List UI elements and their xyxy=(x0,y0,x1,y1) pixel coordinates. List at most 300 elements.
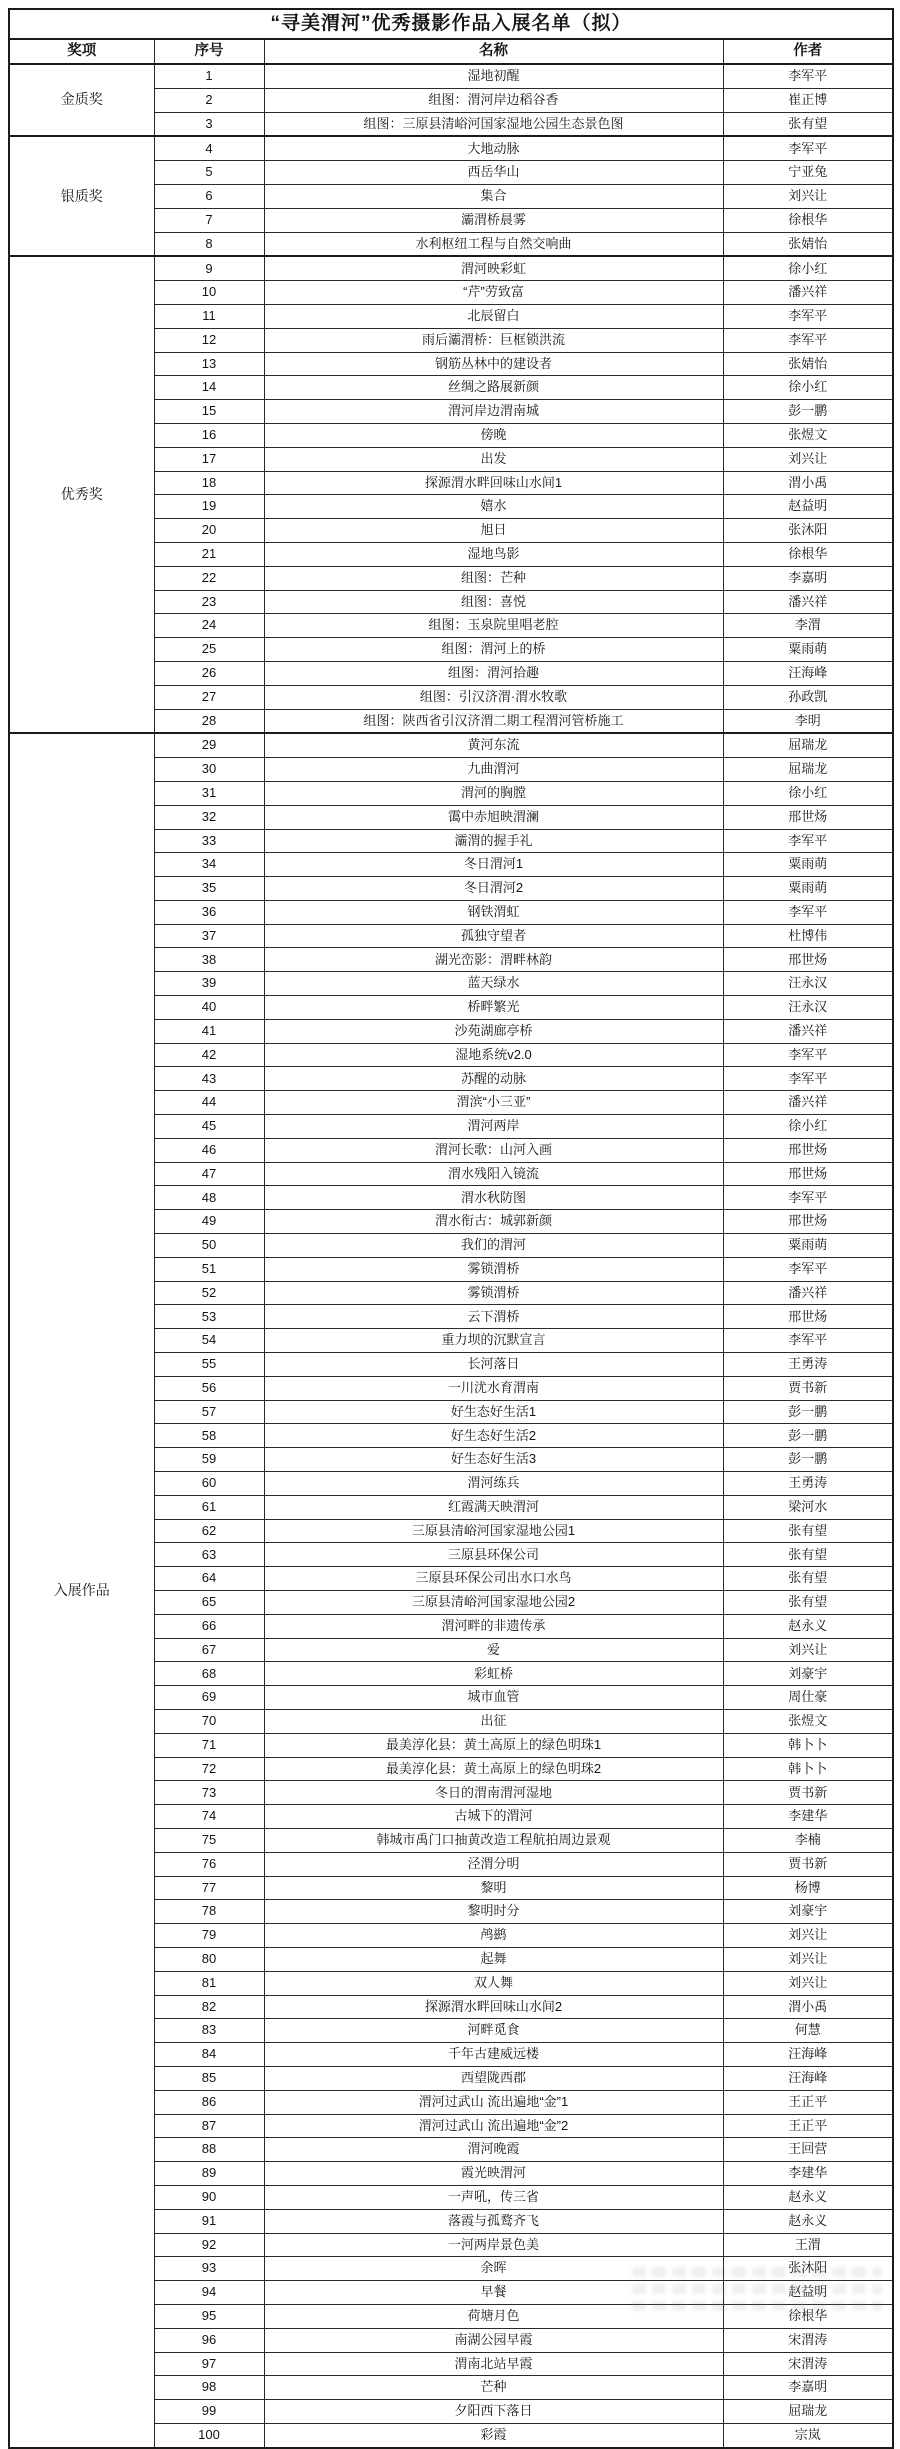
entry-no: 76 xyxy=(154,1852,264,1876)
entry-name: 荷塘月色 xyxy=(264,2304,723,2328)
entry-author: 李楠 xyxy=(723,1828,893,1852)
entry-no: 48 xyxy=(154,1186,264,1210)
entry-author: 宋渭涛 xyxy=(723,2352,893,2376)
entry-author: 张婧怡 xyxy=(723,352,893,376)
entry-name: 旭日 xyxy=(264,519,723,543)
entry-no: 91 xyxy=(154,2209,264,2233)
entry-name: 长河落日 xyxy=(264,1353,723,1377)
entry-author: 渭小禹 xyxy=(723,1995,893,2019)
entry-author: 粟雨萌 xyxy=(723,853,893,877)
entry-author: 王渭 xyxy=(723,2233,893,2257)
entry-author: 贾书新 xyxy=(723,1376,893,1400)
entry-no: 56 xyxy=(154,1376,264,1400)
entry-name: 桥畔繁光 xyxy=(264,996,723,1020)
entry-author: 渭小禹 xyxy=(723,471,893,495)
entry-name: 渭河两岸 xyxy=(264,1115,723,1139)
entry-name: 湿地初醒 xyxy=(264,64,723,88)
entry-author: 张有望 xyxy=(723,1591,893,1615)
entry-author: 贾书新 xyxy=(723,1781,893,1805)
entry-name: 灞渭桥晨雾 xyxy=(264,208,723,232)
entry-no: 67 xyxy=(154,1638,264,1662)
entry-author: 李军平 xyxy=(723,900,893,924)
entry-author: 邢世炀 xyxy=(723,805,893,829)
entry-author: 汪海峰 xyxy=(723,2066,893,2090)
entry-name: 渭水残阳入镜流 xyxy=(264,1162,723,1186)
entry-no: 68 xyxy=(154,1662,264,1686)
entry-author: 潘兴祥 xyxy=(723,1019,893,1043)
entry-author: 屈瑞龙 xyxy=(723,2400,893,2424)
entry-no: 35 xyxy=(154,877,264,901)
entry-name: 西望陇西郡 xyxy=(264,2066,723,2090)
entry-name: “芹”劳致富 xyxy=(264,281,723,305)
entry-author: 梁河水 xyxy=(723,1495,893,1519)
entry-name: 红霞满天映渭河 xyxy=(264,1495,723,1519)
entry-no: 7 xyxy=(154,208,264,232)
entry-name: 河畔觅食 xyxy=(264,2019,723,2043)
entry-no: 30 xyxy=(154,758,264,782)
entry-author: 李明 xyxy=(723,709,893,733)
page-title: “寻美渭河”优秀摄影作品入展名单（拟） xyxy=(9,9,893,39)
entry-no: 75 xyxy=(154,1828,264,1852)
entry-author: 张有望 xyxy=(723,1543,893,1567)
entry-author: 杜博伟 xyxy=(723,924,893,948)
entry-name: 一河两岸景色美 xyxy=(264,2233,723,2257)
entry-name: 孤独守望者 xyxy=(264,924,723,948)
entry-no: 18 xyxy=(154,471,264,495)
entry-author: 赵永义 xyxy=(723,2185,893,2209)
entry-author: 彭一鹏 xyxy=(723,1424,893,1448)
entry-name: 渭河的胸膛 xyxy=(264,781,723,805)
entry-name: 千年古建威远楼 xyxy=(264,2043,723,2067)
entry-name: 钢筋丛林中的建设者 xyxy=(264,352,723,376)
entry-no: 93 xyxy=(154,2257,264,2281)
entry-name: 蓝天绿水 xyxy=(264,972,723,996)
entry-name: 双人舞 xyxy=(264,1971,723,1995)
entry-name: 探源渭水畔回味山水间1 xyxy=(264,471,723,495)
entry-no: 16 xyxy=(154,423,264,447)
column-header-no: 序号 xyxy=(154,39,264,64)
entry-no: 78 xyxy=(154,1900,264,1924)
entry-no: 96 xyxy=(154,2328,264,2352)
entry-name: 组图：渭河上的桥 xyxy=(264,638,723,662)
entry-no: 63 xyxy=(154,1543,264,1567)
entry-no: 94 xyxy=(154,2281,264,2305)
entry-no: 60 xyxy=(154,1472,264,1496)
entry-no: 86 xyxy=(154,2090,264,2114)
entry-name: 夕阳西下落日 xyxy=(264,2400,723,2424)
entry-no: 64 xyxy=(154,1567,264,1591)
entry-no: 29 xyxy=(154,733,264,757)
entry-name: 黎明时分 xyxy=(264,1900,723,1924)
entry-author: 徐根华 xyxy=(723,542,893,566)
entry-name: 湖光峦影：渭畔林韵 xyxy=(264,948,723,972)
entry-name: 黄河东流 xyxy=(264,733,723,757)
entry-author: 李嘉明 xyxy=(723,2376,893,2400)
entry-author: 彭一鹏 xyxy=(723,1448,893,1472)
entry-name: 黎明 xyxy=(264,1876,723,1900)
entry-author: 汪永汉 xyxy=(723,996,893,1020)
entry-name: 组图：渭河岸边稻谷香 xyxy=(264,88,723,112)
entry-author: 邢世炀 xyxy=(723,1305,893,1329)
entry-no: 84 xyxy=(154,2043,264,2067)
entry-name: 渭河映彩虹 xyxy=(264,256,723,280)
entry-no: 34 xyxy=(154,853,264,877)
header-row xyxy=(9,39,893,64)
entry-no: 62 xyxy=(154,1519,264,1543)
entry-no: 8 xyxy=(154,232,264,256)
entry-no: 98 xyxy=(154,2376,264,2400)
entry-author: 刘兴让 xyxy=(723,1947,893,1971)
entry-author: 宗岚 xyxy=(723,2423,893,2447)
entry-name: 霭中赤旭映渭澜 xyxy=(264,805,723,829)
entry-author: 李军平 xyxy=(723,1043,893,1067)
entry-author: 徐小红 xyxy=(723,781,893,805)
entry-no: 100 xyxy=(154,2423,264,2447)
entry-author: 杨博 xyxy=(723,1876,893,1900)
awards-table xyxy=(8,8,894,2449)
entry-author: 潘兴祥 xyxy=(723,281,893,305)
entry-name: 渭河过武山 流出遍地“金”1 xyxy=(264,2090,723,2114)
entry-no: 81 xyxy=(154,1971,264,1995)
entry-name: 爱 xyxy=(264,1638,723,1662)
entry-no: 6 xyxy=(154,184,264,208)
entry-no: 23 xyxy=(154,590,264,614)
table-row xyxy=(9,256,893,280)
entry-author: 李军平 xyxy=(723,1257,893,1281)
entry-author: 李军平 xyxy=(723,829,893,853)
entry-author: 张婧怡 xyxy=(723,232,893,256)
entry-name: 芒种 xyxy=(264,2376,723,2400)
entry-no: 82 xyxy=(154,1995,264,2019)
entry-no: 15 xyxy=(154,400,264,424)
entry-name: 沙苑湖廊亭桥 xyxy=(264,1019,723,1043)
entry-name: 苏醒的动脉 xyxy=(264,1067,723,1091)
entry-author: 徐小红 xyxy=(723,376,893,400)
entry-no: 61 xyxy=(154,1495,264,1519)
entry-no: 36 xyxy=(154,900,264,924)
entry-name: 九曲渭河 xyxy=(264,758,723,782)
entry-name: 组图：芒种 xyxy=(264,566,723,590)
entry-no: 37 xyxy=(154,924,264,948)
entry-name: 组图：三原县清峪河国家湿地公园生态景色图 xyxy=(264,112,723,136)
entry-no: 59 xyxy=(154,1448,264,1472)
entry-name: 渭南北站早霞 xyxy=(264,2352,723,2376)
entry-author: 韩卜卜 xyxy=(723,1733,893,1757)
entry-name: 三原县环保公司出水口水鸟 xyxy=(264,1567,723,1591)
entry-name: 探源渭水畔回味山水间2 xyxy=(264,1995,723,2019)
entry-author: 李渭 xyxy=(723,614,893,638)
entry-name: 渭水衔古：城郭新颜 xyxy=(264,1210,723,1234)
entry-author: 粟雨萌 xyxy=(723,638,893,662)
entry-author: 彭一鹏 xyxy=(723,1400,893,1424)
entry-no: 38 xyxy=(154,948,264,972)
entry-name: 雾锁渭桥 xyxy=(264,1281,723,1305)
entry-no: 49 xyxy=(154,1210,264,1234)
entry-author: 汪海峰 xyxy=(723,2043,893,2067)
entry-no: 54 xyxy=(154,1329,264,1353)
entry-no: 10 xyxy=(154,281,264,305)
entry-author: 徐小红 xyxy=(723,1115,893,1139)
table-row xyxy=(9,733,893,757)
entry-name: 一声吼，传三省 xyxy=(264,2185,723,2209)
entry-author: 赵永义 xyxy=(723,2209,893,2233)
entry-name: 组图：引汉济渭·渭水牧歌 xyxy=(264,685,723,709)
entry-no: 32 xyxy=(154,805,264,829)
entry-no: 65 xyxy=(154,1591,264,1615)
title-row xyxy=(9,9,893,39)
entry-no: 58 xyxy=(154,1424,264,1448)
entry-no: 17 xyxy=(154,447,264,471)
award-label: 优秀奖 xyxy=(9,256,154,733)
entry-no: 19 xyxy=(154,495,264,519)
entry-no: 26 xyxy=(154,661,264,685)
entry-author: 韩卜卜 xyxy=(723,1757,893,1781)
award-label: 金质奖 xyxy=(9,64,154,136)
entry-name: 渭滨“小三亚” xyxy=(264,1091,723,1115)
entry-no: 50 xyxy=(154,1234,264,1258)
entry-author: 李军平 xyxy=(723,136,893,160)
entry-no: 9 xyxy=(154,256,264,280)
entry-name: 冬日渭河1 xyxy=(264,853,723,877)
entry-name: 霞光映渭河 xyxy=(264,2162,723,2186)
entry-author: 赵益明 xyxy=(723,2281,893,2305)
entry-no: 33 xyxy=(154,829,264,853)
entry-author: 张沐阳 xyxy=(723,519,893,543)
entry-author: 李嘉明 xyxy=(723,566,893,590)
entry-name: 出发 xyxy=(264,447,723,471)
entry-no: 25 xyxy=(154,638,264,662)
entry-name: 云下渭桥 xyxy=(264,1305,723,1329)
entry-name: 渭河畔的非遗传承 xyxy=(264,1614,723,1638)
entry-author: 潘兴祥 xyxy=(723,1091,893,1115)
entry-no: 72 xyxy=(154,1757,264,1781)
entry-name: 冬日渭河2 xyxy=(264,877,723,901)
table-row xyxy=(9,64,893,88)
entry-no: 51 xyxy=(154,1257,264,1281)
entry-name: 古城下的渭河 xyxy=(264,1805,723,1829)
entry-author: 汪海峰 xyxy=(723,661,893,685)
entry-author: 孙政凯 xyxy=(723,685,893,709)
entry-no: 55 xyxy=(154,1353,264,1377)
entry-author: 汪永汉 xyxy=(723,972,893,996)
entry-no: 83 xyxy=(154,2019,264,2043)
entry-no: 99 xyxy=(154,2400,264,2424)
entry-name: 出征 xyxy=(264,1709,723,1733)
entry-no: 20 xyxy=(154,519,264,543)
entry-no: 89 xyxy=(154,2162,264,2186)
entry-author: 粟雨萌 xyxy=(723,877,893,901)
entry-no: 69 xyxy=(154,1686,264,1710)
entry-name: 三原县清峪河国家湿地公园1 xyxy=(264,1519,723,1543)
entry-author: 王正平 xyxy=(723,2090,893,2114)
entry-name: 渭河过武山 流出遍地“金”2 xyxy=(264,2114,723,2138)
entry-author: 徐小红 xyxy=(723,256,893,280)
entry-name: 大地动脉 xyxy=(264,136,723,160)
entry-author: 邢世炀 xyxy=(723,1162,893,1186)
entry-no: 1 xyxy=(154,64,264,88)
column-header-award: 奖项 xyxy=(9,39,154,64)
column-header-author: 作者 xyxy=(723,39,893,64)
entry-name: 集合 xyxy=(264,184,723,208)
entry-no: 95 xyxy=(154,2304,264,2328)
award-label: 银质奖 xyxy=(9,136,154,256)
entry-name: 重力坝的沉默宣言 xyxy=(264,1329,723,1353)
entry-no: 90 xyxy=(154,2185,264,2209)
entry-author: 王勇涛 xyxy=(723,1472,893,1496)
entry-author: 刘兴让 xyxy=(723,1638,893,1662)
entry-no: 79 xyxy=(154,1924,264,1948)
entry-author: 周仕豪 xyxy=(723,1686,893,1710)
entry-name: 傍晚 xyxy=(264,423,723,447)
entry-author: 李军平 xyxy=(723,1329,893,1353)
entry-author: 何慧 xyxy=(723,2019,893,2043)
column-header-name: 名称 xyxy=(264,39,723,64)
entry-name: 我们的渭河 xyxy=(264,1234,723,1258)
award-label: 入展作品 xyxy=(9,733,154,2447)
entry-name: 组图：喜悦 xyxy=(264,590,723,614)
entry-no: 77 xyxy=(154,1876,264,1900)
entry-author: 刘兴让 xyxy=(723,184,893,208)
entry-name: 渭河长歌：山河入画 xyxy=(264,1138,723,1162)
entry-no: 87 xyxy=(154,2114,264,2138)
entry-author: 赵永义 xyxy=(723,1614,893,1638)
entry-name: 丝绸之路展新颜 xyxy=(264,376,723,400)
entry-no: 39 xyxy=(154,972,264,996)
entry-name: 灞渭的握手礼 xyxy=(264,829,723,853)
entry-author: 王正平 xyxy=(723,2114,893,2138)
entry-name: 好生态好生活3 xyxy=(264,1448,723,1472)
entry-name: 冬日的渭南渭河湿地 xyxy=(264,1781,723,1805)
entry-no: 66 xyxy=(154,1614,264,1638)
entry-author: 贾书新 xyxy=(723,1852,893,1876)
entry-name: 组图：玉泉院里唱老腔 xyxy=(264,614,723,638)
entry-author: 王回营 xyxy=(723,2138,893,2162)
entry-author: 李军平 xyxy=(723,304,893,328)
entry-author: 赵益明 xyxy=(723,495,893,519)
entry-author: 李军平 xyxy=(723,64,893,88)
entry-author: 张有望 xyxy=(723,1567,893,1591)
entry-name: 湿地系统v2.0 xyxy=(264,1043,723,1067)
entry-no: 3 xyxy=(154,112,264,136)
entry-no: 4 xyxy=(154,136,264,160)
entry-no: 92 xyxy=(154,2233,264,2257)
entry-name: 渭水秋防图 xyxy=(264,1186,723,1210)
entry-no: 71 xyxy=(154,1733,264,1757)
entry-author: 徐根华 xyxy=(723,208,893,232)
entry-no: 85 xyxy=(154,2066,264,2090)
entry-author: 邢世炀 xyxy=(723,1138,893,1162)
entry-author: 李建华 xyxy=(723,1805,893,1829)
entry-author: 宁亚兔 xyxy=(723,161,893,185)
entry-no: 80 xyxy=(154,1947,264,1971)
entry-no: 70 xyxy=(154,1709,264,1733)
entry-no: 14 xyxy=(154,376,264,400)
entry-name: 水利枢纽工程与自然交响曲 xyxy=(264,232,723,256)
entry-no: 2 xyxy=(154,88,264,112)
entry-author: 王勇涛 xyxy=(723,1353,893,1377)
entry-author: 刘兴让 xyxy=(723,1924,893,1948)
entry-no: 24 xyxy=(154,614,264,638)
entry-no: 74 xyxy=(154,1805,264,1829)
entry-no: 22 xyxy=(154,566,264,590)
entry-name: 早餐 xyxy=(264,2281,723,2305)
entry-author: 李建华 xyxy=(723,2162,893,2186)
entry-no: 27 xyxy=(154,685,264,709)
entry-author: 屈瑞龙 xyxy=(723,733,893,757)
entry-no: 88 xyxy=(154,2138,264,2162)
entry-name: 三原县环保公司 xyxy=(264,1543,723,1567)
entry-name: 城市血管 xyxy=(264,1686,723,1710)
entry-author: 刘兴让 xyxy=(723,1971,893,1995)
entry-no: 73 xyxy=(154,1781,264,1805)
entry-no: 97 xyxy=(154,2352,264,2376)
entry-no: 46 xyxy=(154,1138,264,1162)
entry-no: 28 xyxy=(154,709,264,733)
entry-name: 好生态好生活1 xyxy=(264,1400,723,1424)
entry-author: 张有望 xyxy=(723,112,893,136)
entry-name: 最美淳化县：黄土高原上的绿色明珠1 xyxy=(264,1733,723,1757)
entry-name: 好生态好生活2 xyxy=(264,1424,723,1448)
entry-name: 南湖公园早霞 xyxy=(264,2328,723,2352)
entry-no: 21 xyxy=(154,542,264,566)
entry-author: 李军平 xyxy=(723,1067,893,1091)
entry-author: 张沐阳 xyxy=(723,2257,893,2281)
entry-name: 三原县清峪河国家湿地公园2 xyxy=(264,1591,723,1615)
entry-no: 44 xyxy=(154,1091,264,1115)
entry-name: 彩霞 xyxy=(264,2423,723,2447)
entry-author: 邢世炀 xyxy=(723,1210,893,1234)
entry-name: 鸬鹚 xyxy=(264,1924,723,1948)
entry-name: 渭河练兵 xyxy=(264,1472,723,1496)
entry-name: 起舞 xyxy=(264,1947,723,1971)
entry-no: 12 xyxy=(154,328,264,352)
entry-author: 李军平 xyxy=(723,328,893,352)
entry-name: 嬉水 xyxy=(264,495,723,519)
entry-author: 屈瑞龙 xyxy=(723,758,893,782)
entry-no: 40 xyxy=(154,996,264,1020)
entry-no: 45 xyxy=(154,1115,264,1139)
entry-no: 47 xyxy=(154,1162,264,1186)
entry-no: 57 xyxy=(154,1400,264,1424)
entry-no: 11 xyxy=(154,304,264,328)
entry-author: 宋渭涛 xyxy=(723,2328,893,2352)
entry-name: 余晖 xyxy=(264,2257,723,2281)
entry-author: 崔正博 xyxy=(723,88,893,112)
entry-name: 雨后灞渭桥：巨框锁洪流 xyxy=(264,328,723,352)
entry-author: 张有望 xyxy=(723,1519,893,1543)
entry-author: 邢世炀 xyxy=(723,948,893,972)
entry-name: 渭河晚霞 xyxy=(264,2138,723,2162)
entry-name: 泾渭分明 xyxy=(264,1852,723,1876)
entry-author: 徐根华 xyxy=(723,2304,893,2328)
entry-name: 落霞与孤鹜齐飞 xyxy=(264,2209,723,2233)
entry-author: 粟雨萌 xyxy=(723,1234,893,1258)
entry-name: 湿地鸟影 xyxy=(264,542,723,566)
entry-author: 刘豪宇 xyxy=(723,1900,893,1924)
entry-name: 一川沋水育渭南 xyxy=(264,1376,723,1400)
entry-author: 潘兴祥 xyxy=(723,1281,893,1305)
entry-no: 43 xyxy=(154,1067,264,1091)
entry-name: 渭河岸边渭南城 xyxy=(264,400,723,424)
entry-no: 41 xyxy=(154,1019,264,1043)
entry-no: 13 xyxy=(154,352,264,376)
entry-author: 潘兴祥 xyxy=(723,590,893,614)
entry-name: 韩城市禹门口抽黄改造工程航拍周边景观 xyxy=(264,1828,723,1852)
entry-author: 张煜文 xyxy=(723,423,893,447)
entry-author: 刘兴让 xyxy=(723,447,893,471)
entry-author: 张煜文 xyxy=(723,1709,893,1733)
entry-name: 雾锁渭桥 xyxy=(264,1257,723,1281)
